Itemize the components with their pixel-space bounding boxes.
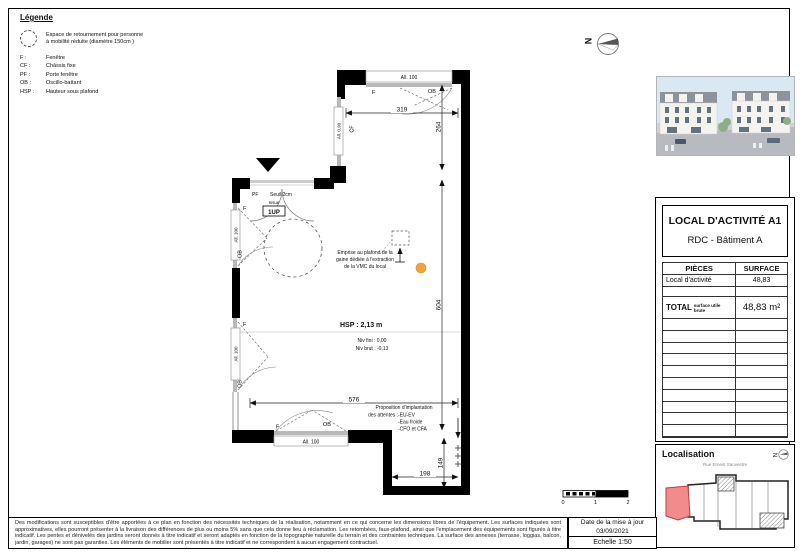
- empty-cell: [736, 319, 787, 331]
- scale-bar: [561, 491, 629, 507]
- localisation-map: [660, 471, 792, 545]
- empty-cell: [663, 354, 736, 366]
- north-label: N: [770, 452, 777, 457]
- svg-text:All. 100: All. 100: [233, 346, 239, 362]
- compass-icon: [778, 449, 789, 460]
- vmc-note: Emprise au plafond de la: [337, 250, 393, 256]
- building-render: [657, 77, 794, 155]
- door-pf-label: PF: [252, 192, 259, 198]
- legend-item-ob: OB : Oscillo-battant: [20, 80, 82, 87]
- turning-circle: [264, 219, 322, 277]
- dim-right-mid: 604: [435, 299, 443, 311]
- room-annotations: [340, 322, 389, 352]
- scale-tick-0: 0: [561, 500, 565, 506]
- window-bottom: [274, 410, 348, 446]
- empty-cell: [736, 425, 787, 437]
- col-header-pieces: PIÈCES: [663, 263, 736, 275]
- dimension-labels: [343, 105, 445, 478]
- empty-cell: [736, 366, 787, 378]
- total-label-cell: TOTAL surface utile brute: [663, 297, 736, 319]
- empty-cell: [663, 343, 736, 355]
- empty-cell: [736, 378, 787, 390]
- thin-wall: [233, 392, 238, 430]
- vmc-duct: [336, 231, 426, 273]
- dim-bottom-w: 198: [419, 470, 431, 478]
- left-building: [660, 92, 717, 134]
- entrance-door: [250, 158, 314, 221]
- window-left-2: [231, 318, 276, 392]
- orange-marker-dot: [416, 263, 426, 273]
- hsp-value: HSP : 2,13 m: [340, 322, 383, 329]
- dim-right-upper: 264: [435, 121, 443, 133]
- window-ob-label: OB: [237, 380, 244, 388]
- door-seuil-label: Seuil 2cm: [270, 192, 292, 198]
- svg-text:-EU-EV: -EU-EV: [398, 412, 415, 419]
- window-ob-label: OB: [237, 250, 244, 258]
- empty-cell: [663, 390, 736, 402]
- empty-cell: [663, 425, 736, 437]
- legend-title: Légende: [20, 13, 53, 22]
- empty-cell: [736, 354, 787, 366]
- localisation-title: Localisation: [662, 449, 715, 459]
- unit-subtitle: RDC - Bâtiment A: [687, 235, 763, 246]
- svg-text:de la VMC du local: de la VMC du local: [344, 264, 386, 270]
- svg-text:-CFO et CFA: -CFO et CFA: [398, 426, 427, 433]
- window-cf-label: CF: [349, 125, 356, 133]
- row-value: 48,83: [736, 275, 787, 287]
- entrance-arrow-icon: [256, 158, 280, 172]
- empty-cell: [663, 402, 736, 414]
- window-f-label: F: [243, 322, 247, 328]
- window-f-label: F: [372, 90, 376, 96]
- disclaimer-text: Des modifications sont susceptibles d'être apportées à ce plan en fonction des nécessités techniques de la réalisation, notamment en ce qui concerne les dimensions libres de l'équipement. Les surfaces indiquées sont approximatives, elles pourront présenter à la livraison des différences de plus ou moins 5% sans que cela donne lieu à réclamation. Les retombées, faux-plafond, ainsi que l'emplacement des équipements sont figurés à titre indicatif. Les pentes et dénivelés des jardins seront donnés à titre indicatif et seront adaptés en fonction de la topographie naturelle du terrain et des contraintes techniques. La surface des annexes (terrasse, loggias, balcon, jardin, garages) ne sont pas garanties. Les éléments de mobilier sont présentés à titre indicatif et ne correspondent à aucun engagement contractuel.: [15, 520, 561, 546]
- total-value-cell: 48,83 m²: [736, 297, 787, 319]
- dim-width: 576: [348, 396, 360, 404]
- empty-cell: [736, 390, 787, 402]
- highlighted-unit: [666, 486, 690, 520]
- hatched-room: [760, 513, 784, 528]
- empty-cell: [663, 287, 736, 297]
- svg-text:Proposition d'implantation: Proposition d'implantation: [375, 405, 433, 411]
- unit-title: LOCAL D'ACTIVITÉ A1: [668, 215, 782, 227]
- allege-label: All. 100: [400, 75, 418, 81]
- empty-cell: [663, 366, 736, 378]
- allege-label: All. 0,90: [336, 122, 342, 140]
- niv-brut: Niv brut : -0,13: [355, 346, 389, 352]
- legend-item-f: F : Fenêtre: [20, 55, 65, 61]
- window-ob-label: OB: [323, 422, 331, 428]
- scale-tick-2: 2: [626, 500, 630, 506]
- update-date: Date de la mise à jour 03/09/2021: [569, 518, 656, 537]
- turning-space-text: Espace de retournement pour personne à mobilité réduite (diamètre 150cm ): [46, 31, 144, 45]
- svg-text:-Eau froide: -Eau froide: [398, 419, 423, 426]
- title-block: [655, 197, 795, 442]
- svg-text:All. 100: All. 100: [302, 439, 320, 446]
- svg-text:All. 100: All. 100: [233, 227, 239, 243]
- svg-text:gaine dédiée à l'extraction: gaine dédiée à l'extraction: [336, 257, 394, 263]
- street-label: Rue Ernest Sauvestre: [702, 462, 748, 467]
- localisation-box: [655, 444, 795, 548]
- col-header-surface: SURFACE: [736, 263, 787, 275]
- title-box: [662, 205, 788, 257]
- svg-text:des attentes :: des attentes :: [368, 412, 399, 419]
- empty-cell: [663, 378, 736, 390]
- date-box: [568, 517, 657, 549]
- surface-table: [662, 262, 788, 438]
- empty-cell: [663, 319, 736, 331]
- north-arrow: [583, 34, 619, 55]
- window-f-label: F: [276, 424, 280, 431]
- stair-core: [718, 477, 734, 491]
- empty-cell: [736, 331, 787, 343]
- window-ob-label: OB: [428, 89, 436, 95]
- right-building: [732, 91, 790, 133]
- row-label: Local d'activité: [663, 275, 736, 287]
- issue-label: Issue: [268, 200, 280, 205]
- scale-label: Echelle 1:50: [593, 539, 632, 546]
- building-photo: [656, 76, 795, 156]
- niv-fini: Niv fini : 0,00: [357, 338, 387, 344]
- window-f-label: F: [243, 206, 247, 212]
- legend-item-cf: CF : Châssis fixe: [20, 63, 76, 70]
- legend-item-hsp: HSP : Hauteur sous plafond: [20, 88, 99, 95]
- disclaimer-box: [8, 517, 568, 549]
- empty-cell: [736, 287, 787, 297]
- window-cf: [334, 97, 356, 166]
- empty-cell: [736, 413, 787, 425]
- empty-cell: [663, 331, 736, 343]
- empty-cell: [663, 413, 736, 425]
- issue-up-label: 1UP: [268, 209, 280, 216]
- empty-cell: [736, 343, 787, 355]
- legend-item-pf: PF : Porte fenêtre: [20, 71, 78, 78]
- north-label: N: [583, 37, 593, 45]
- dim-bottom-h: 149: [437, 457, 445, 469]
- empty-cell: [736, 402, 787, 414]
- scale-tick-1: 1: [593, 500, 598, 506]
- localisation-north: [772, 449, 789, 460]
- dim-top: 319: [396, 106, 408, 114]
